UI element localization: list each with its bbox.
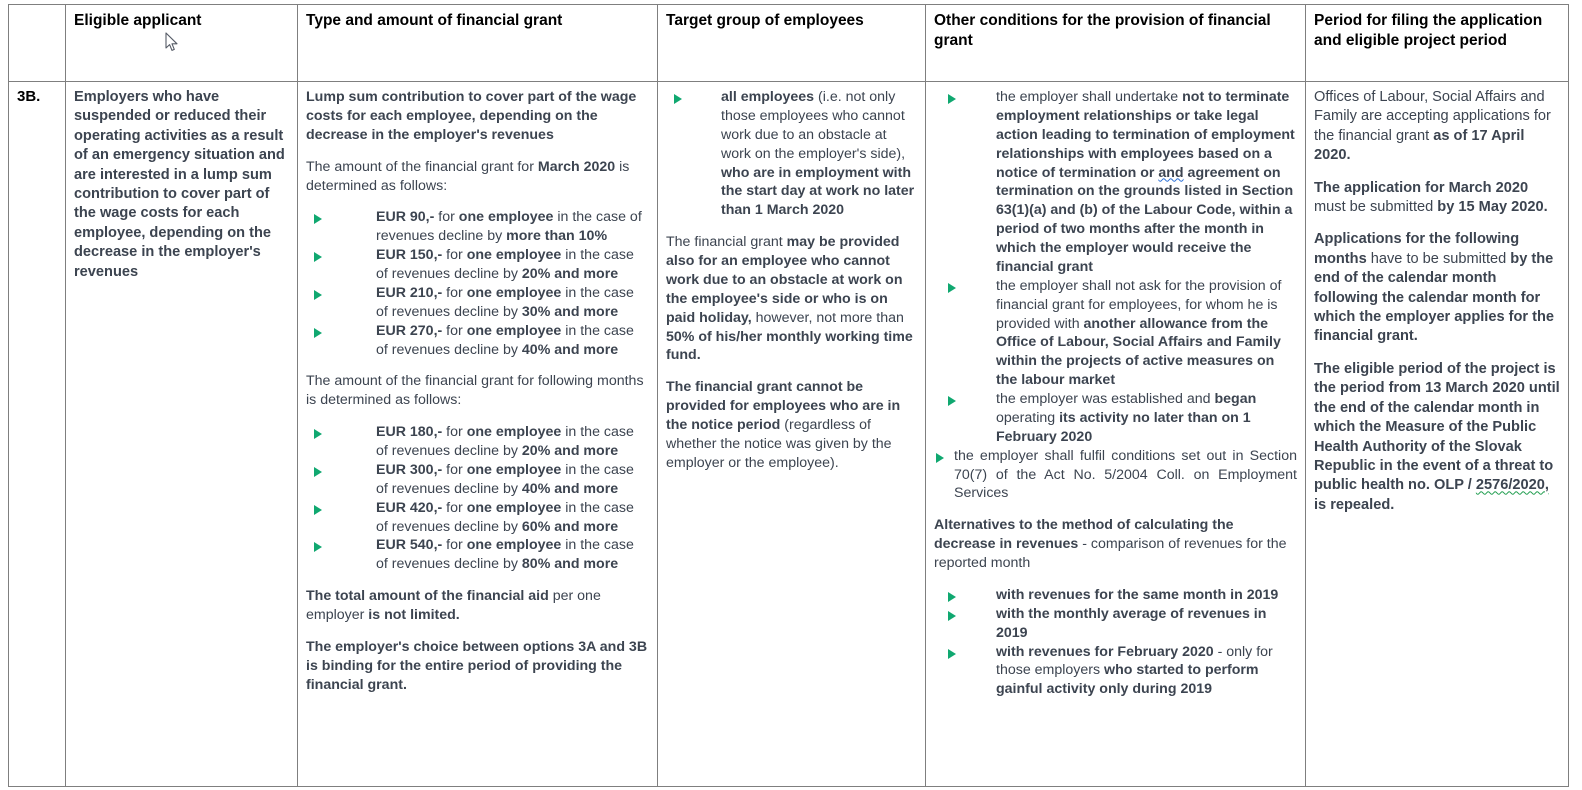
grant-threshold: 40% and more xyxy=(521,480,619,497)
list-item xyxy=(934,277,1297,390)
total-amount-bold2: is not limited. xyxy=(368,607,460,623)
list-item xyxy=(306,246,649,284)
grant-per-unit: one employee xyxy=(466,322,562,339)
grant-amount: EUR 300,- xyxy=(376,461,443,478)
grant-threshold: 30% and more xyxy=(521,303,619,320)
grant-mid2: in the case of revenues decline by xyxy=(376,247,634,282)
grant-mid1: for xyxy=(442,499,467,516)
may-be-provided-bold2: 50% of his/her monthly working time fund. xyxy=(666,328,913,364)
grant-threshold: 60% and more xyxy=(521,518,619,535)
grant-mid2: in the case of revenues decline by xyxy=(376,284,634,320)
cond1-bold1: not to terminate employment relationships or take legal action leading to termination of employment relationships with employees based on a notice of termination or xyxy=(996,89,1295,181)
march-application-paragraph xyxy=(1314,179,1560,218)
cell-period xyxy=(1306,82,1569,787)
following-app-plain: have to be submitted xyxy=(1366,250,1511,267)
other-conditions-list xyxy=(934,88,1297,447)
march-lead-part1: The amount of the financial grant for xyxy=(306,158,538,175)
offices-plain: Offices of Labour, Social Affairs and Family are accepting applications for the financial grant xyxy=(1314,89,1551,144)
financial-grant-table xyxy=(8,4,1569,787)
march-lead-paragraph xyxy=(306,158,649,196)
alternatives-bold: Alternatives to the method of calculating the decrease in revenues xyxy=(934,517,1234,553)
grant-mid2: in the case of revenues decline by xyxy=(376,322,634,358)
grant-amount: EUR 90,- xyxy=(376,209,435,226)
grant-per-unit: one employee xyxy=(466,537,562,554)
eligible-period-bold2: is repealed. xyxy=(1314,496,1395,513)
march-lead-part2: is determined as follows: xyxy=(306,158,630,194)
following-months-lead: The amount of the financial grant for following months is determined as follows: xyxy=(306,373,644,409)
alternatives-plain: - comparison of revenues for the reported month xyxy=(934,536,1287,571)
list-item: the employer shall fulfil conditions set out in Section 70(7) of the Act No. 5/2004 Coll. on Employment Services xyxy=(934,447,1297,504)
header-eligible-applicant: Eligible applicant xyxy=(66,5,298,82)
grant-per-unit: one employee xyxy=(458,209,554,226)
table-row xyxy=(9,82,1569,787)
following-app-bold1: Applications for the following months xyxy=(1314,231,1520,267)
march-app-bold2: by 15 May 2020. xyxy=(1437,199,1548,216)
cond3-bold1: began xyxy=(1214,391,1257,407)
offices-accepting-paragraph xyxy=(1314,88,1560,166)
alt2-bold: with the monthly average of revenues in 2019 xyxy=(996,605,1267,641)
list-item xyxy=(666,88,917,220)
grant-per-unit: one employee xyxy=(466,461,562,478)
may-be-provided-plain1: The financial grant xyxy=(666,234,787,251)
grant-amount: EUR 270,- xyxy=(376,322,443,339)
alt3-bold2: who started to perform gainful activity only during 2019 xyxy=(996,662,1259,698)
cond2-plain1: the employer shall not ask for the provision of financial grant for employees, for whom he is provided with xyxy=(996,277,1282,332)
grant-threshold: 20% and more xyxy=(521,443,619,459)
grant-mid1: for xyxy=(442,537,467,554)
grant-threshold: 40% and more xyxy=(521,341,619,358)
cell-other-conditions xyxy=(926,82,1306,787)
list-item xyxy=(934,643,1297,700)
notice-period-plain: (regardless of whether the notice was given by the employer or the employee). xyxy=(666,417,892,471)
list-item xyxy=(934,390,1297,447)
march-app-bold1: The application for March 2020 xyxy=(1314,179,1529,196)
cond3-bold2: its activity no later than on 1 February 2020 xyxy=(996,409,1251,445)
alt3-plain: - only for those employers xyxy=(996,643,1273,679)
cond1-spellcheck-word: and xyxy=(1158,164,1184,181)
grant-mid2: in the case of revenues decline by xyxy=(376,537,634,573)
total-amount-paragraph xyxy=(306,587,649,625)
row-label-3b: 3B. xyxy=(9,82,66,787)
march-grant-list xyxy=(306,208,649,359)
following-app-bold2: by the end of the calendar month following the calendar month for which the employer applies for the financial grant. xyxy=(1314,250,1555,345)
alt3-bold: with revenues for February 2020 xyxy=(996,643,1214,660)
eligible-applicant-text: Employers who have suspended or reduced their operating activities as a result of an emergency situation and are interested in a lump sum contribution to cover part of the wage costs for each employee, depending on the decrease in the employer's revenues xyxy=(74,89,285,280)
list-item xyxy=(306,284,649,322)
grant-amount: EUR 180,- xyxy=(376,424,443,441)
total-amount-bold1: The total amount of the financial aid xyxy=(306,588,549,605)
grant-amount: EUR 420,- xyxy=(376,499,443,516)
grant-threshold: 80% and more xyxy=(521,556,619,573)
grant-per-unit: one employee xyxy=(466,247,562,264)
all-employees-bold2: who are in employment with the start day at work no later than 1 March 2020 xyxy=(721,164,915,219)
grant-per-unit: one employee xyxy=(466,284,562,301)
cond3-plain2: operating xyxy=(996,409,1060,426)
alternatives-paragraph xyxy=(934,516,1297,573)
target-group-list xyxy=(666,88,917,220)
grant-threshold: more than 10% xyxy=(506,228,608,245)
other-conditions-flat-list xyxy=(934,447,1297,504)
header-period: Period for filing the application and eligible project period xyxy=(1306,5,1569,82)
lump-sum-intro: Lump sum contribution to cover part of the wage costs for each employee, depending on the decrease in the employer's revenues xyxy=(306,89,637,143)
list-item xyxy=(306,423,649,461)
grant-mid2: in the case of revenues decline by xyxy=(376,209,642,245)
notice-period-bold: The financial grant cannot be provided for employees who are in the notice period xyxy=(666,379,901,433)
header-number xyxy=(9,5,66,82)
list-item xyxy=(934,605,1297,643)
all-employees-plain: (i.e. not only those employees who cannot work due to an obstacle at work on the employer's side), xyxy=(721,89,906,162)
header-target-group: Target group of employees xyxy=(658,5,926,82)
may-be-provided-bold1: may be provided also for an employee who cannot work due to an obstacle at work on the employee's side or who is on paid holiday, xyxy=(666,234,903,326)
march-lead-bold: March 2020 xyxy=(537,158,616,175)
list-item xyxy=(306,499,649,537)
eligible-period-bold1: The eligible period of the project is the period from 13 March 2020 until the end of the calendar month in which the Measure of the Public Health Authority of the Slovak Republic in the event of a threat to public health no. OLP / xyxy=(1314,360,1560,494)
list-item xyxy=(306,322,649,360)
notice-period-paragraph xyxy=(666,378,917,472)
grant-amount: EUR 150,- xyxy=(376,247,443,264)
eligible-period-paragraph xyxy=(1314,360,1560,515)
list-item xyxy=(934,88,1297,277)
table-header-row xyxy=(9,5,1569,82)
cell-type-amount xyxy=(298,82,658,787)
grant-mid1: for xyxy=(442,424,467,441)
all-employees-bold: all employees xyxy=(721,89,815,105)
eligible-period-grammarcheck: 2576/2020, xyxy=(1475,477,1549,494)
grant-mid1: for xyxy=(442,461,467,478)
grant-per-unit: one employee xyxy=(466,499,562,516)
alt1-bold: with revenues for the same month in 2019 xyxy=(996,586,1279,603)
grant-mid1: for xyxy=(442,284,467,301)
grant-mid2: in the case of revenues decline by xyxy=(376,499,634,535)
grant-amount: EUR 540,- xyxy=(376,537,443,554)
grant-mid1: for xyxy=(442,247,467,264)
offices-bold: as of 17 April 2020. xyxy=(1314,127,1525,164)
grant-threshold: 20% and more xyxy=(521,266,619,282)
header-type-amount: Type and amount of financial grant xyxy=(298,5,658,82)
cell-eligible-applicant xyxy=(66,82,298,787)
grant-amount: EUR 210,- xyxy=(376,284,443,301)
alternatives-list xyxy=(934,586,1297,699)
grant-mid2: in the case of revenues decline by xyxy=(376,424,634,459)
cond1-plain1: the employer shall undertake xyxy=(996,89,1183,105)
following-months-grant-list xyxy=(306,423,649,574)
cond2-bold1: another allowance from the Office of Labour, Social Affairs and Family within the projects of active measures on the labour market xyxy=(996,315,1281,389)
total-amount-plain: per one employer xyxy=(306,588,601,623)
employer-choice-paragraph: The employer's choice between options 3A and 3B is binding for the entire period of providing the financial grant. xyxy=(306,638,648,693)
list-item xyxy=(306,536,649,574)
may-be-provided-paragraph xyxy=(666,233,917,365)
list-item xyxy=(306,208,649,246)
cell-target-group xyxy=(658,82,926,787)
grant-mid2: in the case of revenues decline by xyxy=(376,461,634,497)
grant-mid1: for xyxy=(442,322,467,339)
cond1-bold2: agreement on termination on the grounds listed in Section 63(1)(a) and (b) of the Labour Code, within a period of two months after the month in which the employer would receive the financial grant xyxy=(996,164,1294,275)
following-applications-paragraph xyxy=(1314,230,1560,346)
list-item xyxy=(306,461,649,499)
cond3-plain1: the employer was established and xyxy=(996,391,1215,407)
list-item xyxy=(934,586,1297,605)
may-be-provided-plain2: however, not more than xyxy=(751,309,904,326)
march-app-plain: must be submitted xyxy=(1314,199,1438,216)
header-other-conditions: Other conditions for the provision of financial grant xyxy=(926,5,1306,82)
grant-mid1: for xyxy=(434,209,459,226)
grant-per-unit: one employee xyxy=(466,424,562,441)
